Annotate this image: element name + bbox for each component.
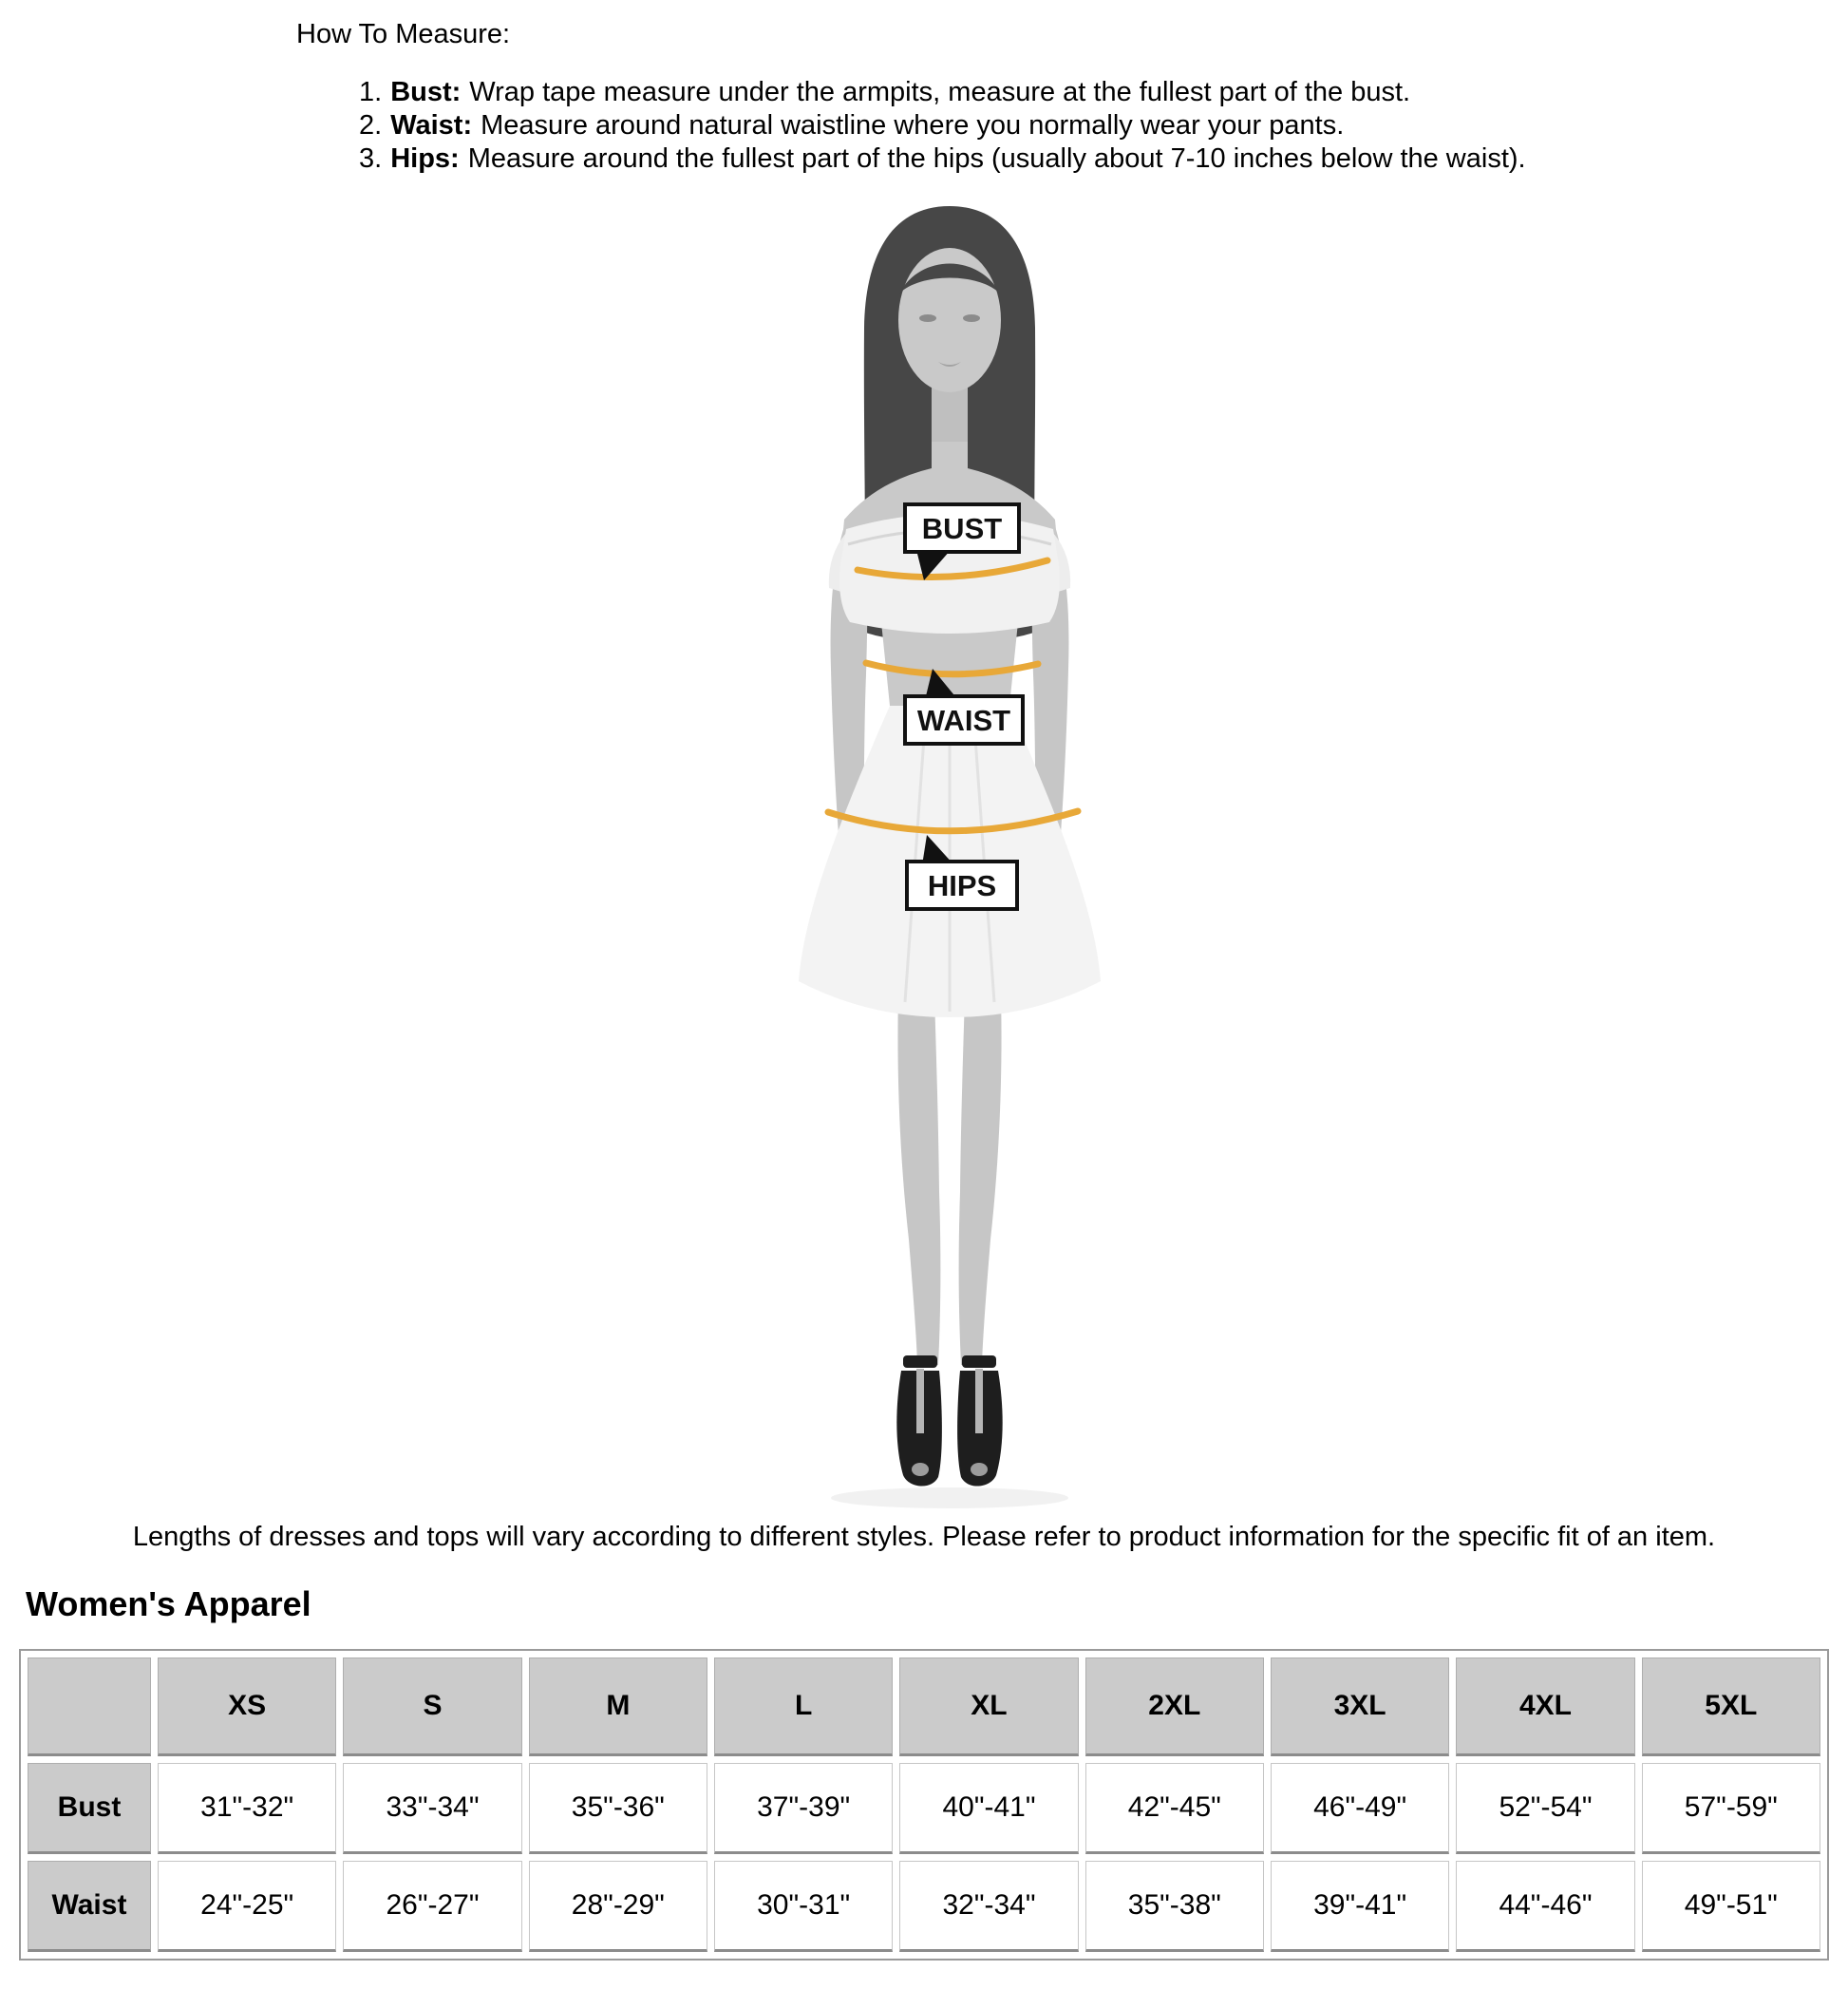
column-header-l: L	[714, 1658, 893, 1756]
instruction-label: Bust:	[390, 77, 462, 107]
left-leg	[897, 964, 940, 1365]
instruction-text: Measure around natural waistline where you normally wear your pants.	[481, 110, 1345, 141]
table-row-waist	[28, 1861, 1820, 1952]
cell-bust-xl: 40"-41"	[899, 1763, 1078, 1854]
size-table-title: Women's Apparel	[26, 1584, 311, 1623]
row-header-waist: Waist	[28, 1861, 151, 1952]
cell-waist-l: 30"-31"	[714, 1861, 893, 1952]
cell-waist-5xl: 49"-51"	[1642, 1861, 1820, 1952]
cell-bust-2xl: 42"-45"	[1085, 1763, 1264, 1854]
right-eye	[963, 314, 980, 322]
column-header-xl: XL	[899, 1658, 1078, 1756]
instruction-item-hips	[359, 142, 1526, 176]
cell-waist-xl: 32"-34"	[899, 1861, 1078, 1952]
left-shoe-trim	[916, 1369, 924, 1433]
size-table-header-row	[28, 1658, 1820, 1756]
column-header-s: S	[343, 1658, 521, 1756]
left-eye	[919, 314, 936, 322]
bust-callout-label: BUST	[921, 512, 1003, 545]
model-illustration	[651, 204, 1220, 1515]
cell-waist-3xl: 39"-41"	[1271, 1861, 1449, 1952]
left-shoe-toe	[912, 1463, 929, 1476]
cell-waist-2xl: 35"-38"	[1085, 1861, 1264, 1952]
measure-instructions	[359, 76, 1526, 176]
right-leg	[959, 964, 1002, 1365]
cell-bust-xs: 31"-32"	[158, 1763, 336, 1854]
fit-note: Lengths of dresses and tops will vary according to different styles. Please refer to product information for the specific fit of an item.	[132, 1522, 1716, 1552]
cell-waist-m: 28"-29"	[529, 1861, 707, 1952]
floor-shadow	[831, 1487, 1068, 1508]
cell-bust-m: 35"-36"	[529, 1763, 707, 1854]
column-header-m: M	[529, 1658, 707, 1756]
column-header-2xl: 2XL	[1085, 1658, 1264, 1756]
column-header-xs: XS	[158, 1658, 336, 1756]
row-header-bust: Bust	[28, 1763, 151, 1854]
right-shoe-strap	[962, 1355, 996, 1368]
instruction-item-waist	[359, 109, 1526, 142]
page-title: How To Measure:	[296, 19, 511, 49]
instruction-number: 1.	[359, 77, 383, 107]
instruction-number: 2.	[359, 110, 383, 141]
table-row-bust	[28, 1763, 1820, 1854]
cell-bust-5xl: 57"-59"	[1642, 1763, 1820, 1854]
cell-bust-l: 37"-39"	[714, 1763, 893, 1854]
right-shoe-toe	[971, 1463, 988, 1476]
instruction-label: Waist:	[390, 110, 473, 141]
measurement-model-figure	[651, 204, 1220, 1515]
cell-bust-3xl: 46"-49"	[1271, 1763, 1449, 1854]
column-header-5xl: 5XL	[1642, 1658, 1820, 1756]
cell-waist-xs: 24"-25"	[158, 1861, 336, 1952]
hips-callout-label: HIPS	[927, 869, 997, 902]
corner-cell	[28, 1658, 151, 1756]
right-shoe-trim	[975, 1369, 983, 1433]
instruction-text: Measure around the fullest part of the hips (usually about 7-10 inches below the waist).	[467, 143, 1526, 174]
column-header-4xl: 4XL	[1456, 1658, 1634, 1756]
column-header-3xl: 3XL	[1271, 1658, 1449, 1756]
size-table	[19, 1649, 1829, 1961]
instruction-item-bust	[359, 76, 1526, 109]
left-shoe-strap	[903, 1355, 937, 1368]
cell-waist-s: 26"-27"	[343, 1861, 521, 1952]
cell-bust-4xl: 52"-54"	[1456, 1763, 1634, 1854]
instruction-number: 3.	[359, 143, 383, 174]
cell-bust-s: 33"-34"	[343, 1763, 521, 1854]
instruction-label: Hips:	[390, 143, 460, 174]
waist-callout-label: WAIST	[916, 704, 1011, 737]
instruction-text: Wrap tape measure under the armpits, measure at the fullest part of the bust.	[469, 77, 1411, 107]
cell-waist-4xl: 44"-46"	[1456, 1861, 1634, 1952]
